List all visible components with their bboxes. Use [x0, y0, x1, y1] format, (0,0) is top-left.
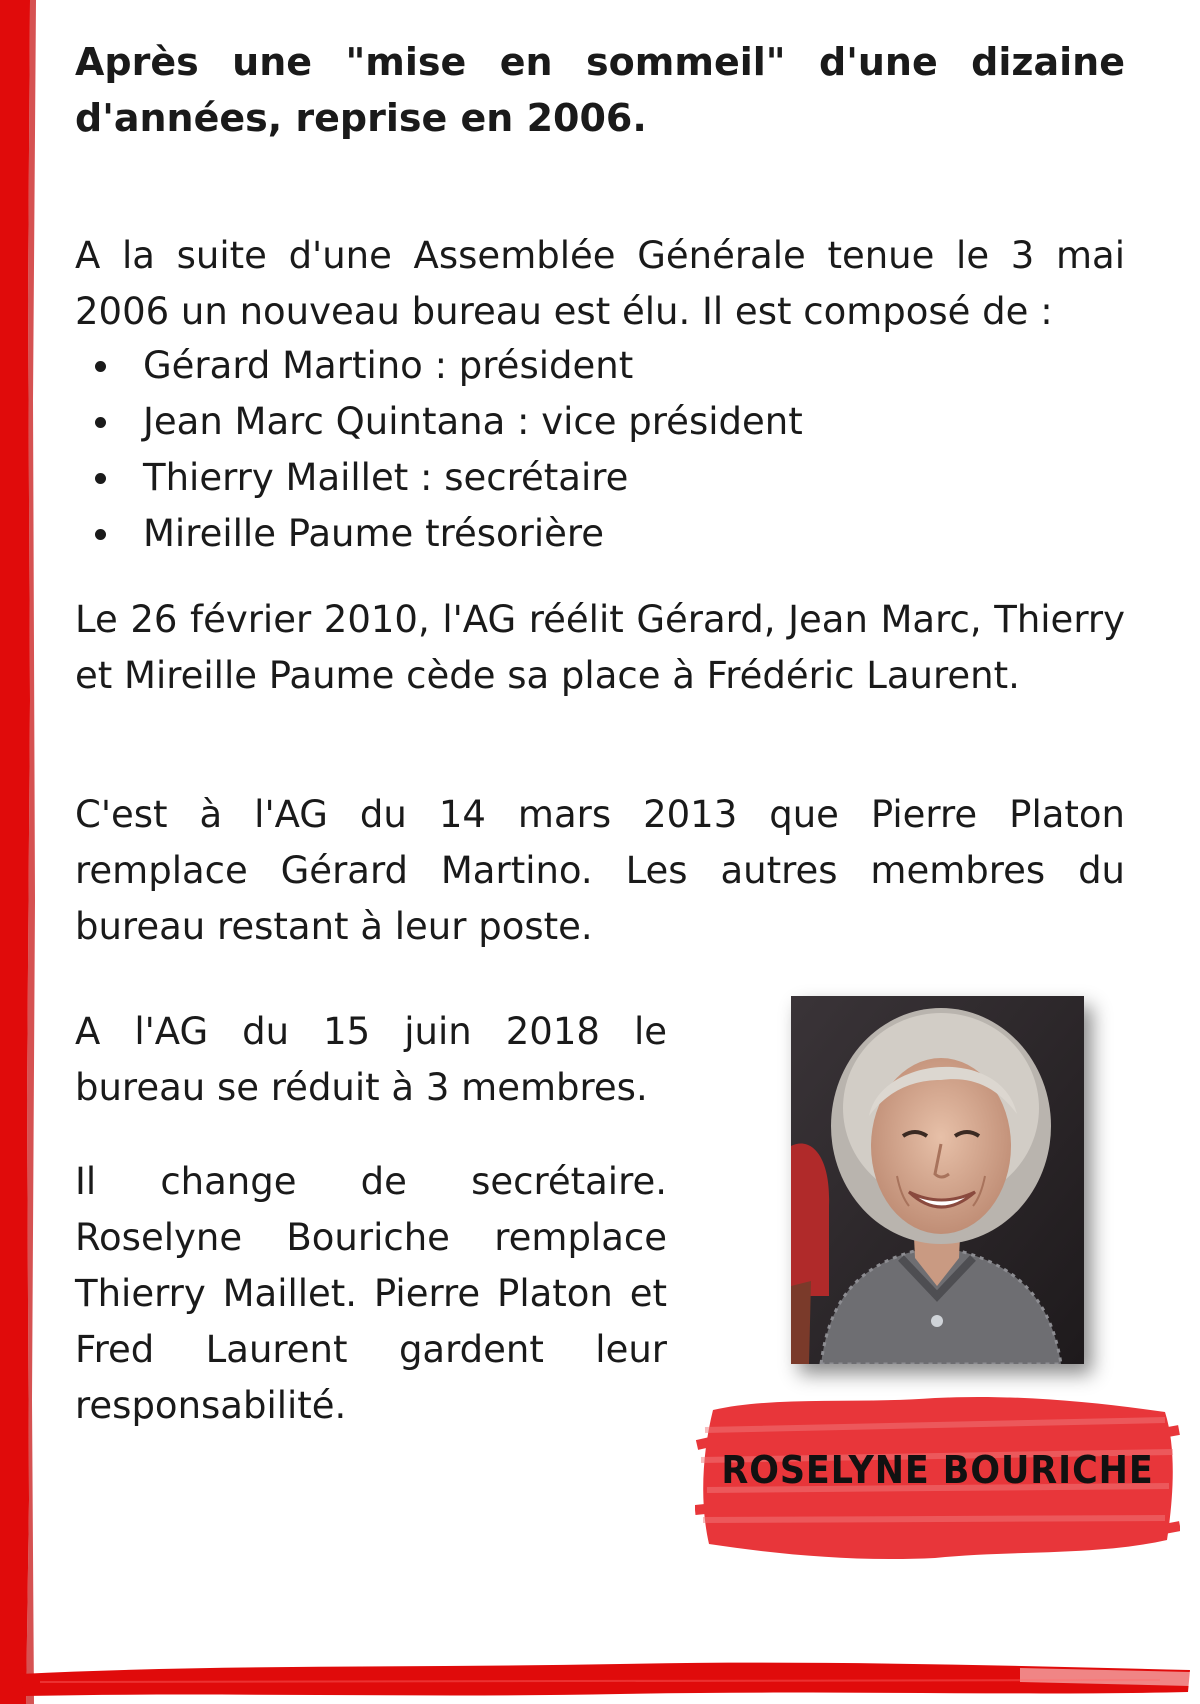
intro-paragraph: A la suite d'une Assemblée Générale tenue le 3 mai 2006 un nouveau bureau est élu. Il est composé de :: [75, 234, 1125, 333]
paragraph-2013: C'est à l'AG du 14 mars 2013 que Pierre Platon remplace Gérard Martino. Les autres membres du bureau restant à leur poste.: [75, 793, 1125, 948]
bureau-members-list: [75, 338, 803, 562]
paragraph-2010: Le 26 février 2010, l'AG réélit Gérard, Jean Marc, Thierry et Mireille Paume cède sa place à Frédéric Laurent.: [75, 598, 1125, 697]
bottom-red-brush-stroke: [20, 1652, 1190, 1702]
list-item: Jean Marc Quintana : vice président: [75, 394, 803, 450]
bullet-icon: [95, 473, 106, 484]
bullet-icon: [95, 529, 106, 540]
bullet-icon: [95, 361, 106, 372]
portrait-image: [791, 996, 1084, 1364]
paragraph-secretaire: Il change de secrétaire. Roselyne Bouriche remplace Thierry Maillet. Pierre Platon et Fred Laurent gardent leur responsabilité.: [75, 1160, 667, 1427]
list-item: Mireille Paume trésorière: [75, 506, 803, 562]
portrait-caption: ROSELYNE BOURICHE: [721, 1448, 1154, 1492]
left-red-border: [0, 0, 44, 1704]
paragraph-2018: A l'AG du 15 juin 2018 le bureau se réduit à 3 membres.: [75, 1010, 667, 1109]
bullet-icon: [95, 417, 106, 428]
list-item: Gérard Martino : président: [75, 338, 803, 394]
list-item: Thierry Maillet : secrétaire: [75, 450, 803, 506]
portrait-photo: [791, 996, 1084, 1364]
page-heading: Après une "mise en sommeil" d'une dizaine d'années, reprise en 2006.: [75, 40, 1125, 140]
